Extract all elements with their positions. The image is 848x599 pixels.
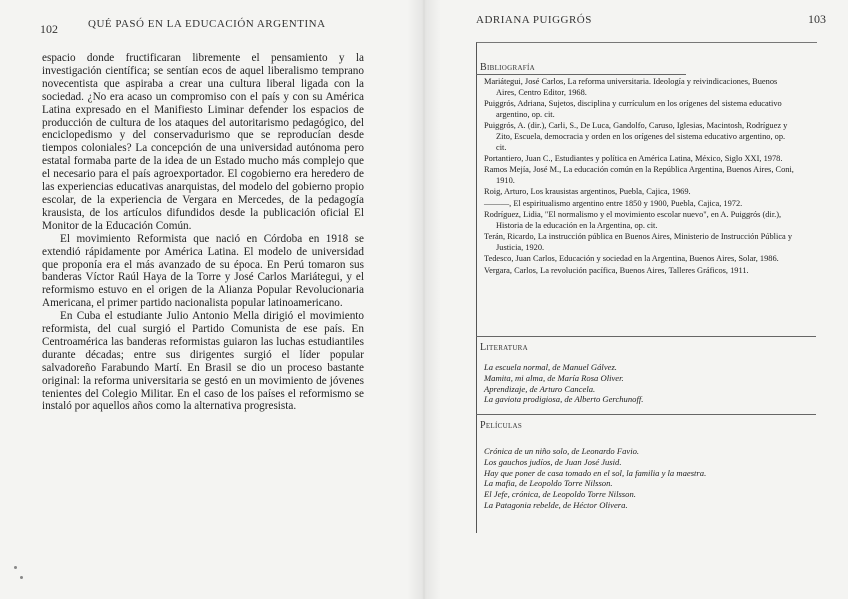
bibliography-list [484,77,796,277]
scan-speck [14,566,17,569]
literature-item: Aprendizaje, de Arturo Cancela. [484,383,596,394]
film-item: Los gauchos judíos, de Juan José Jusid. [484,456,622,467]
paragraph: espacio donde fructificaran libremente el pensamiento y la investigación científica; se sentían ecos de aquel liberalismo temprano novecentista que aspiraba a crear una cultura liberal ligada con la sociedad. ¿No era acaso un compromiso con el país y con su América Latina expresado en el Manifiesto Liminar defender los espacios de producción de cultura de los ataques del autoritarismo pedagógico, del enciclopedismo y del conservadurismo que se reproducían desde tiempos coloniales? La concepción de una universidad autónoma pero estatal formaba parte de la idea de un Estado mucho más complejo que el necesario para el país agroexportador. El cogobierno era heredero de las experiencias educativas anarquistas, del modelo del gobierno propio escolar, de la experiencia de Vergara en Mercedes, de la pedagogía krausista, de los artículos difundidos desde la publicación oficial El Monitor de la Educación Común. [42,52,364,232]
bibliography-entry: Roig, Arturo, Los krausistas argentinos, Puebla, Cajica, 1969. [484,187,691,197]
literature-item: Mamita, mi alma, de María Rosa Oliver. [484,372,624,383]
bibliography-entry: Terán, Ricardo, La instrucción pública en Buenos Aires, Ministerio de Instrucción Pública y Justicia, 1920. [484,232,793,252]
film-item: Crónica de un niño solo, de Leonardo Favio. [484,446,640,456]
bibliography-entry: Puiggrós, A. (dir.), Carli, S., De Luca, Gandolfo, Caruso, Iglesias, Macintosh, Rodríguez y Zito, Escuela, democracia y orden en los orígenes del sistema educativo argentino, op. cit. [484,121,788,152]
running-head-left: QUÉ PASÓ EN LA EDUCACIÓN ARGENTINA [88,18,326,30]
bibliography-entry: Portantiero, Juan C., Estudiantes y política en América Latina, México, Siglo XXI, 1978. [484,154,783,164]
section-divider [476,336,816,337]
bibliography-entry: Mariátegui, José Carlos, La reforma universitaria. Ideología y reivindicaciones, Buenos Aires, Centro Editor, 1968. [484,77,778,97]
bibliography-heading: Bibliografía [480,62,535,73]
film-item: La mafia, de Leopoldo Torre Nilsson. [484,478,613,489]
bibliography-entry: Tedesco, Juan Carlos, Educación y sociedad en la Argentina, Buenos Aires, Solar, 1986. [484,254,779,264]
right-page [424,0,848,599]
bibliography-entry: ———, El espiritualismo argentino entre 1850 y 1900, Puebla, Cajica, 1972. [484,198,743,208]
bibliography-entry: Rodríguez, Lidia, "El normalismo y el movimiento escolar nuevo", en A. Puiggrós (dir.), Historia de la educación en la Argentina, op. cit. [484,210,782,230]
film-item: El Jefe, crónica, de Leopoldo Torre Nilsson. [484,489,636,500]
paragraph: El movimiento Reformista que nació en Córdoba en 1918 se extendió rápidamente por América Latina. El modelo de universidad que proponía era el más avanzado de su época. En Perú tomaron sus banderas Víctor Raúl Haya de la Torre y José Carlos Mariátegui, y el reformismo estuvo en el origen de la Alianza Popular Revolucionaria Americana, el primer partido nacionalista popular latinoamericano. [42,232,364,310]
paragraph: En Cuba el estudiante Julio Antonio Mella dirigió el movimiento reformista, del cual surgió el Partido Comunista de ese país. En Centroamérica las banderas reformistas guiaron las luchas estudiantiles durante décadas; entre sus dirigentes surgió el líder popular salvadoreño Farabundo Martí. En Brasil se dio un proceso bastante original: la reforma universitaria se gestó en un movimiento de jóvenes tenientes del Colegio Militar. En el caso de los países el reformismo se instaló por aquellos años como la alternativa progresista. [42,310,364,413]
film-item: La Patagonia rebelde, de Héctor Olivera. [484,499,628,510]
film-item: Hay que poner de casa tomado en el sol, la familia y la maestra. [484,467,707,478]
bibliography-entry: Puiggrós, Adriana, Sujetos, disciplina y currículum en los orígenes del sistema educativo argentino, op. cit. [484,99,782,119]
page-number-left: 102 [40,22,58,36]
literature-heading: Literatura [480,342,528,353]
section-divider [476,74,686,75]
films-heading: Películas [480,420,523,431]
literature-list [484,362,804,405]
scan-speck [20,576,23,579]
bibliography-entry: Ramos Mejía, José M., La educación común en la República Argentina, Buenos Aires, Coni, 1910. [484,165,794,186]
page-number-right: 103 [808,12,826,26]
films-list [484,446,804,511]
bibliography-entry: Vergara, Carlos, La revolución pacífica, Buenos Aires, Talleres Gráficos, 1911. [484,265,749,275]
literature-item: La gaviota prodigiosa, de Alberto Gerchunoff. [484,394,644,405]
section-divider [476,414,816,415]
literature-item: La escuela normal, de Manuel Gálvez. [484,362,617,372]
running-head-right: ADRIANA PUIGGRÓS [476,14,592,26]
body-text [42,52,364,413]
